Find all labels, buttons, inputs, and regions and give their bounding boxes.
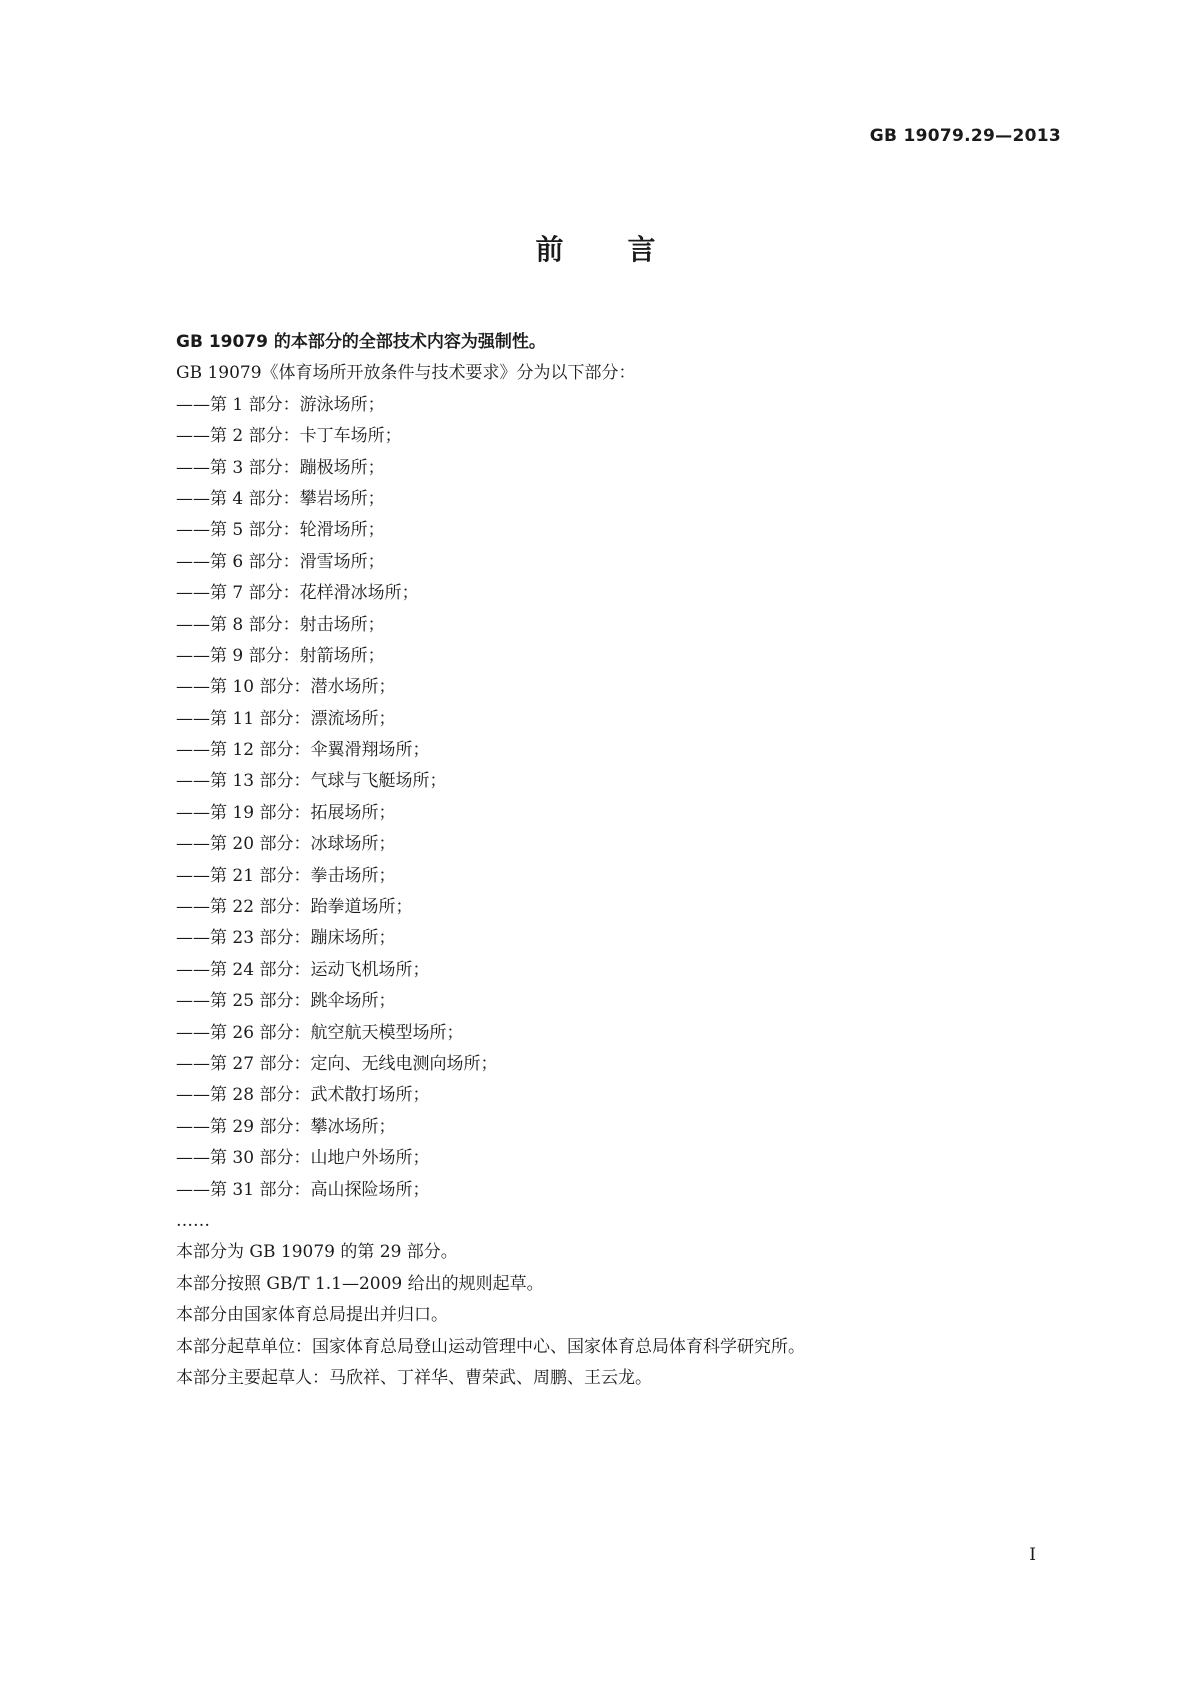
part-item: ——第 5 部分：轮滑场所； [176, 520, 385, 541]
part-item: ——第 12 部分：伞翼滑翔场所； [176, 740, 430, 761]
closing-statement: 本部分主要起草人：马欣祥、丁祥华、曹荣武、周鹏、王云龙。 [176, 1367, 652, 1388]
part-item: ——第 23 部分：蹦床场所； [176, 928, 396, 949]
part-item: ——第 9 部分：射箭场所； [176, 645, 385, 666]
part-item: ——第 24 部分：运动飞机场所； [176, 959, 430, 980]
closing-statement: 本部分为 GB 19079 的第 29 部分。 [176, 1242, 458, 1263]
part-item: ——第 27 部分：定向、无线电测向场所； [176, 1053, 498, 1074]
closing-statement: 本部分由国家体育总局提出并归口。 [176, 1305, 448, 1326]
document-body [176, 327, 1076, 1394]
part-item: ——第 10 部分：潜水场所； [176, 677, 396, 698]
part-item: ——第 11 部分：漂流场所； [176, 708, 396, 729]
part-item: ——第 3 部分：蹦极场所； [176, 457, 385, 478]
part-item: ——第 8 部分：射击场所； [176, 614, 385, 635]
part-item: ——第 1 部分：游泳场所； [176, 394, 385, 415]
part-item: ——第 31 部分：高山探险场所； [176, 1179, 430, 1200]
standard-number: GB 19079.29—2013 [869, 126, 1061, 146]
closing-statement: 本部分起草单位：国家体育总局登山运动管理中心、国家体育总局体育科学研究所。 [176, 1336, 805, 1357]
page-title: 前言 [535, 233, 720, 266]
part-item: ——第 19 部分：拓展场所； [176, 802, 396, 823]
part-item: ——第 26 部分：航空航天模型场所； [176, 1022, 464, 1043]
part-item: ——第 2 部分：卡丁车场所； [176, 426, 402, 447]
part-item: ——第 22 部分：跆拳道场所； [176, 897, 413, 918]
closing-statement: 本部分按照 GB/T 1.1—2009 给出的规则起草。 [176, 1273, 544, 1294]
mandatory-statement: GB 19079 的本部分的全部技术内容为强制性。 [176, 332, 546, 352]
part-item: ——第 13 部分：气球与飞艇场所； [176, 771, 447, 792]
part-item: ——第 4 部分：攀岩场所； [176, 488, 385, 509]
part-item: ——第 29 部分：攀冰场所； [176, 1116, 396, 1137]
page-number: I [1029, 1545, 1036, 1565]
part-item: ——第 7 部分：花样滑冰场所； [176, 583, 419, 604]
part-item: ——第 20 部分：冰球场所； [176, 834, 396, 855]
part-item: ——第 25 部分：跳伞场所； [176, 991, 396, 1012]
ellipsis: …… [176, 1210, 210, 1231]
parts-list [176, 390, 1076, 1206]
part-item: ——第 6 部分：滑雪场所； [176, 551, 385, 572]
part-item: ——第 28 部分：武术散打场所； [176, 1085, 430, 1106]
part-item: ——第 21 部分：拳击场所； [176, 865, 396, 886]
series-statement: GB 19079《体育场所开放条件与技术要求》分为以下部分： [176, 363, 636, 384]
part-item: ——第 30 部分：山地户外场所； [176, 1148, 430, 1169]
